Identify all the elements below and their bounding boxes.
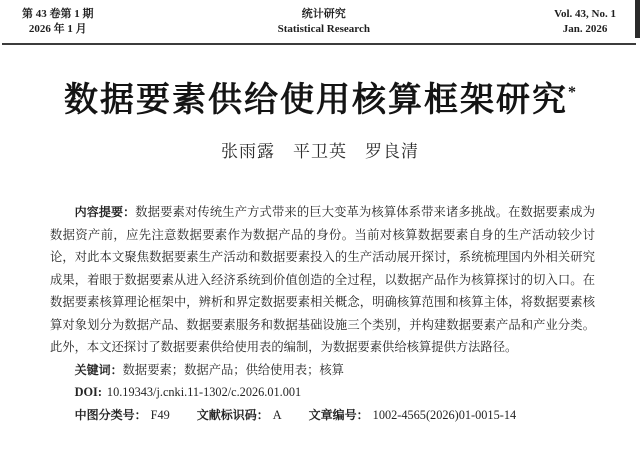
journal-issue-info-en: [554, 7, 616, 37]
volume-issue-en: Vol. 43, No. 1: [554, 8, 616, 20]
issue-date-cn: 2026 年 1 月: [28, 23, 87, 35]
front-matter: [50, 201, 595, 426]
author-names: 张雨露 平卫英 罗良清: [221, 142, 419, 161]
issue-date-en: Jan. 2026: [562, 23, 608, 35]
article-id-label: 文章编号：: [308, 407, 369, 422]
article-title: [10, 71, 630, 123]
volume-issue-cn: 第 43 卷第 1 期: [22, 8, 94, 20]
clc-value: F49: [150, 407, 170, 422]
doc-code-value: A: [272, 407, 282, 422]
journal-header: [0, 0, 640, 37]
header-divider-rule: [2, 43, 636, 45]
clc-pair: [75, 408, 170, 422]
title-footnote-mark: *: [568, 84, 576, 101]
keywords-line: [50, 359, 595, 382]
clc-label: 中图分类号：: [74, 407, 147, 422]
scan-artifact-top-right: [635, 0, 640, 38]
doc-code-pair: [197, 408, 282, 422]
article-id-pair: [309, 408, 516, 422]
abstract-paragraph: [50, 201, 595, 359]
article-id-value: 1002-4565(2026)01-0015-14: [372, 407, 517, 422]
abstract-label: 内容提要：: [74, 205, 136, 219]
abstract-text: 数据要素对传统生产方式带来的巨大变革为核算体系带来诸多挑战。在数据要素成为数据资产前，应先注意数据要素作为数据产品的身份。当前对核算数据要素自身的生产活动较少讨论，对此本文聚焦数据要素生产活动和数据要素投入的生产活动展开探讨，系统梳理国内外相关研究成果，着眼于数据要素从进入经济系统到价值创造的全过程，以数据产品作为核算探讨的切入口。在数据要素核算理论框架中，辨析和界定数据要素相关概念，明确核算范围和核算主体，将数据要素核算对象划分为数据产品、数据要素服务和数据基础设施三个类别，并构建数据要素产品和产业分类。此外，本文还探讨了数据要素供给使用表的编制，为数据要素供给核算提供方法路径。: [50, 205, 595, 354]
journal-name-cn: 统计研究: [301, 8, 346, 20]
article-title-text: 数据要素供给使用核算框架研究: [64, 82, 568, 119]
journal-issue-info-cn: [22, 7, 94, 37]
doc-code-label: 文献标识码：: [196, 407, 269, 422]
journal-name-block: [278, 7, 370, 37]
journal-name-en: Statistical Research: [277, 23, 370, 35]
doi-value: 10.19343/j.cnki.11-1302/c.2026.01.001: [106, 385, 302, 399]
keywords-text: 数据要素；数据产品；供给使用表；核算: [122, 362, 344, 377]
keywords-label: 关键词：: [74, 362, 123, 377]
classification-line: [50, 404, 595, 427]
doi-label: DOI:: [74, 385, 102, 399]
doi-line: [50, 381, 595, 404]
